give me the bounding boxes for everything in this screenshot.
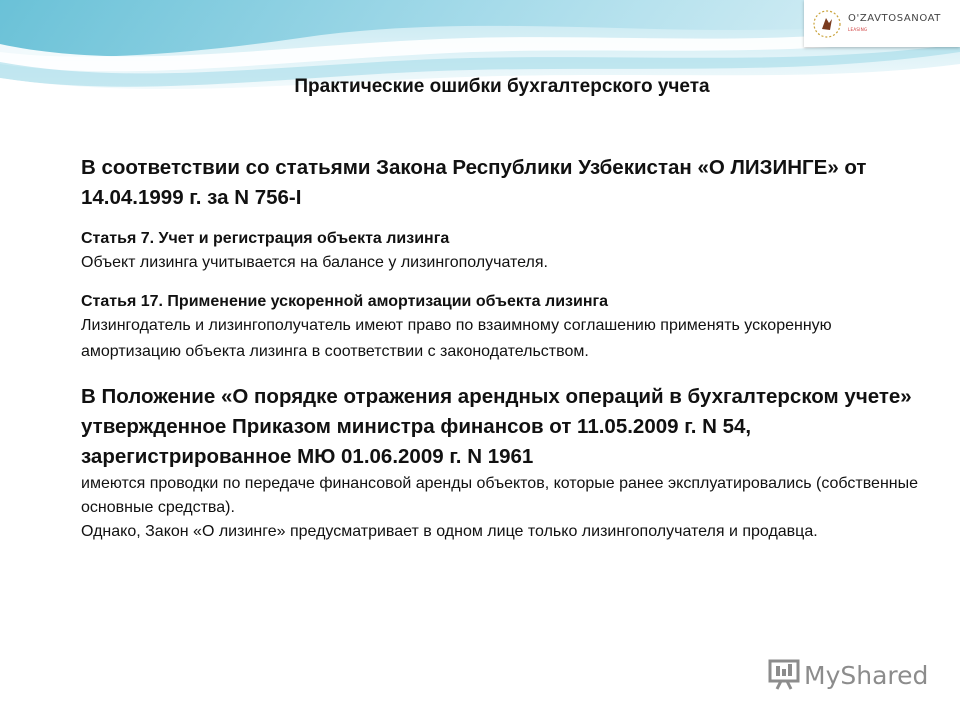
regulation-heading: В Положение «О порядке отражения арендных операций в бухгалтерском учете» утвержденное Приказом министра финансов от 11.05.2009 г. N 54, зарегистрированное МЮ 01.06.2009 г. N 1961 <box>81 385 912 468</box>
watermark-text: MyShared <box>804 660 929 690</box>
logo-name: O'ZAVTOSANOAT <box>848 12 942 24</box>
presentation-board-icon <box>767 658 801 692</box>
company-logo <box>804 0 960 47</box>
article-7-text: Объект лизинга учитывается на балансе у лизингополучателя. <box>81 254 548 271</box>
myshared-watermark <box>767 657 928 693</box>
logo-text <box>848 13 941 35</box>
logo-emblem-icon <box>812 9 842 39</box>
article-17-heading: Статья 17. Применение ускоренной амортизации объекта лизинга <box>81 293 609 310</box>
slide-content <box>81 153 921 544</box>
logo-subtitle: LEASING <box>848 26 868 32</box>
slide-title: Практические ошибки бухгалтерского учета <box>294 76 710 97</box>
article-17-text: Лизингодатель и лизингополучатель имеют право по взаимному соглашению применять ускоренную амортизацию объекта лизинга в соответствии с законодательством. <box>81 317 832 360</box>
law-heading: В соответствии со статьями Закона Республики Узбекистан «О ЛИЗИНГЕ» от 14.04.1999 г. за N 756-I <box>81 156 867 209</box>
regulation-text: имеются проводки по передаче финансовой аренды объектов, которые ранее эксплуатировались (собственные основные средства). <box>81 475 919 516</box>
law-note-text: Однако, Закон «О лизинге» предусматривает в одном лице только лизингополучателя и продавца. <box>81 523 818 540</box>
article-7-heading: Статья 7. Учет и регистрация объекта лизинга <box>81 230 450 247</box>
